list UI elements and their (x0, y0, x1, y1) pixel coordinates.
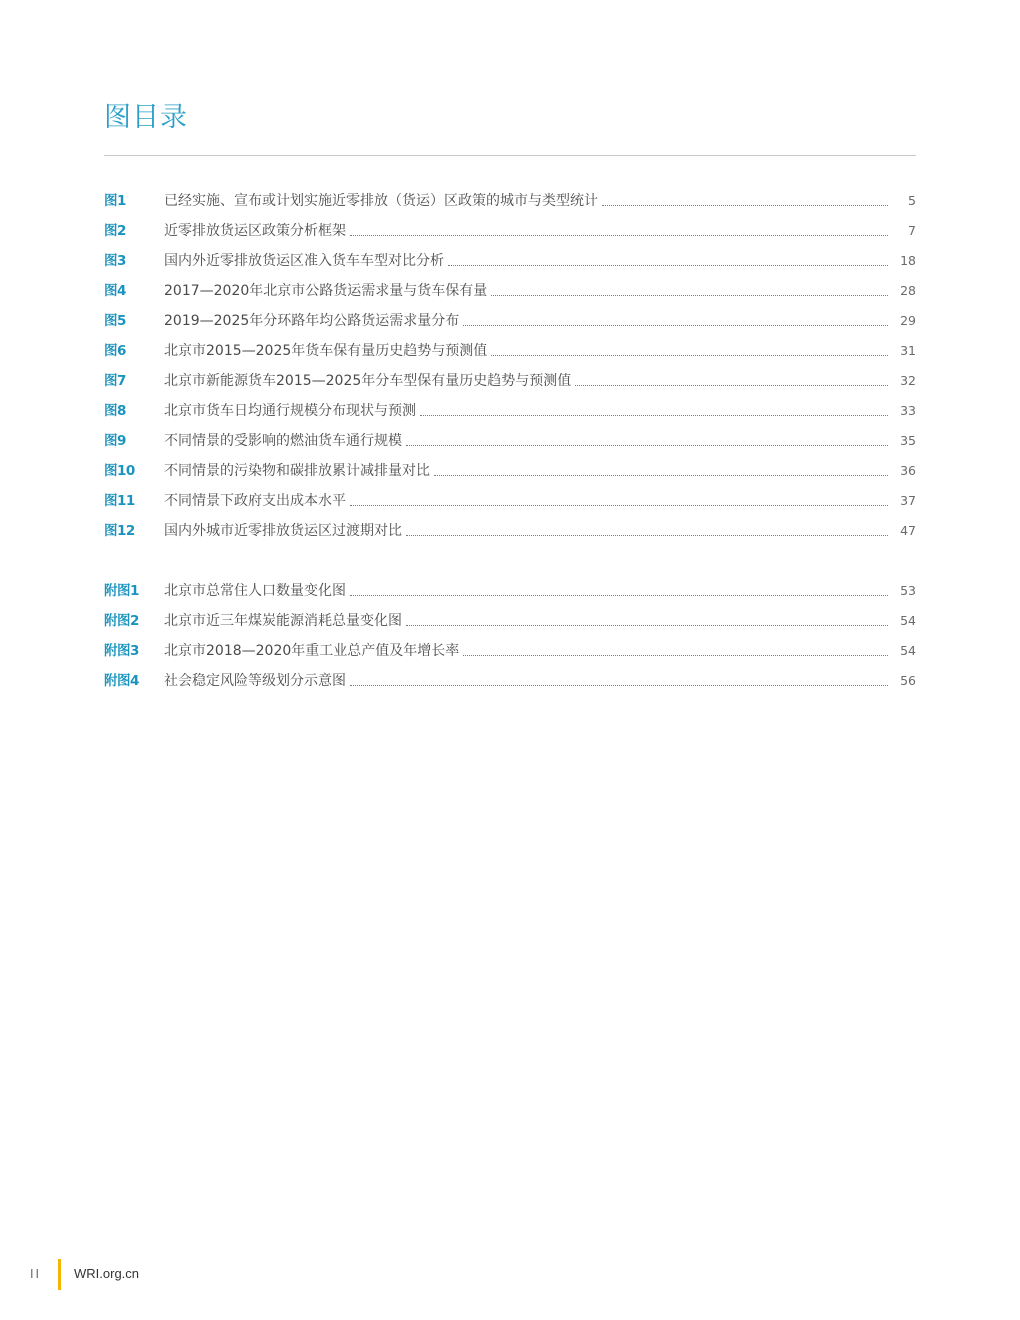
page-number: 53 (900, 583, 916, 598)
figure-label: 附图3 (104, 643, 139, 659)
figure-title: 北京市近三年煤炭能源消耗总量变化图 (164, 613, 402, 629)
figure-title: 北京市货车日均通行规模分布现状与预测 (164, 403, 416, 419)
dot-leader (406, 445, 888, 446)
toc-entry[interactable] (104, 516, 916, 546)
page-number: 37 (900, 493, 916, 508)
figure-label: 附图1 (104, 583, 139, 599)
page-title: 图目录 (104, 102, 188, 133)
toc-entry[interactable] (104, 336, 916, 366)
dot-leader (463, 325, 888, 326)
dot-leader (602, 205, 888, 206)
page-number: 31 (900, 343, 916, 358)
footer-site-link[interactable]: WRI.org.cn (74, 1266, 140, 1281)
figure-label: 图11 (104, 493, 135, 509)
figure-title: 北京市总常住人口数量变化图 (164, 583, 346, 599)
dot-leader (350, 235, 888, 236)
figure-title: 不同情景的污染物和碳排放累计减排量对比 (164, 463, 430, 479)
figure-label: 图8 (104, 403, 126, 419)
dot-leader (350, 505, 888, 506)
figure-label: 图12 (104, 523, 135, 539)
toc-entry[interactable] (104, 216, 916, 246)
figure-title: 已经实施、宣布或计划实施近零排放（货运）区政策的城市与类型统计 (164, 193, 598, 209)
toc-entry[interactable] (104, 666, 916, 696)
page-number: 54 (900, 643, 916, 658)
toc-entry[interactable] (104, 636, 916, 666)
toc-entry[interactable] (104, 396, 916, 426)
figure-title: 国内外近零排放货运区准入货车车型对比分析 (164, 253, 444, 269)
dot-leader (575, 385, 888, 386)
dot-leader (448, 265, 888, 266)
figure-list (104, 186, 916, 546)
figure-label: 图6 (104, 343, 126, 359)
figure-label: 图9 (104, 433, 126, 449)
dot-leader (463, 655, 888, 656)
page-number: 35 (900, 433, 916, 448)
figure-label: 图10 (104, 463, 135, 479)
dot-leader (491, 295, 888, 296)
toc-entry[interactable] (104, 426, 916, 456)
toc-entry[interactable] (104, 606, 916, 636)
figure-title: 北京市2018—2020年重工业总产值及年增长率 (164, 643, 460, 659)
dot-leader (434, 475, 888, 476)
figure-title: 北京市2015—2025年货车保有量历史趋势与预测值 (164, 343, 488, 359)
figure-title: 国内外城市近零排放货运区过渡期对比 (164, 523, 402, 539)
toc-entry[interactable] (104, 456, 916, 486)
page-number: 5 (908, 193, 916, 208)
toc-entry[interactable] (104, 366, 916, 396)
figure-title: 2017—2020年北京市公路货运需求量与货车保有量 (164, 283, 488, 299)
toc-entry[interactable] (104, 486, 916, 516)
figure-title: 不同情景的受影响的燃油货车通行规模 (164, 433, 402, 449)
figure-label: 图5 (104, 313, 126, 329)
page-number: 29 (900, 313, 916, 328)
page-number: 18 (900, 253, 916, 268)
figure-label: 图1 (104, 193, 126, 209)
toc-entry[interactable] (104, 576, 916, 606)
title-divider (104, 155, 916, 156)
dot-leader (350, 595, 888, 596)
dot-leader (491, 355, 888, 356)
dot-leader (350, 685, 888, 686)
toc-entry[interactable] (104, 186, 916, 216)
figure-title: 不同情景下政府支出成本水平 (164, 493, 346, 509)
toc-entry[interactable] (104, 306, 916, 336)
footer-page-number: II (30, 1267, 42, 1281)
page-number: 54 (900, 613, 916, 628)
dot-leader (420, 415, 888, 416)
dot-leader (406, 535, 888, 536)
page-number: 32 (900, 373, 916, 388)
figure-label: 图7 (104, 373, 126, 389)
page-number: 36 (900, 463, 916, 478)
figure-label: 图3 (104, 253, 126, 269)
figure-title: 北京市新能源货车2015—2025年分车型保有量历史趋势与预测值 (164, 373, 572, 389)
figure-label: 附图4 (104, 673, 139, 689)
figure-label: 图4 (104, 283, 126, 299)
figure-title: 2019—2025年分环路年均公路货运需求量分布 (164, 313, 460, 329)
footer-accent-bar (58, 1259, 61, 1290)
figure-title: 近零排放货运区政策分析框架 (164, 223, 346, 239)
appendix-figure-list (104, 576, 916, 696)
page-number: 28 (900, 283, 916, 298)
page-number: 7 (908, 223, 916, 238)
toc-entry[interactable] (104, 246, 916, 276)
figure-title: 社会稳定风险等级划分示意图 (164, 673, 346, 689)
dot-leader (406, 625, 888, 626)
figure-label: 附图2 (104, 613, 139, 629)
page-number: 47 (900, 523, 916, 538)
figure-label: 图2 (104, 223, 126, 239)
page-number: 33 (900, 403, 916, 418)
page-number: 56 (900, 673, 916, 688)
toc-entry[interactable] (104, 276, 916, 306)
